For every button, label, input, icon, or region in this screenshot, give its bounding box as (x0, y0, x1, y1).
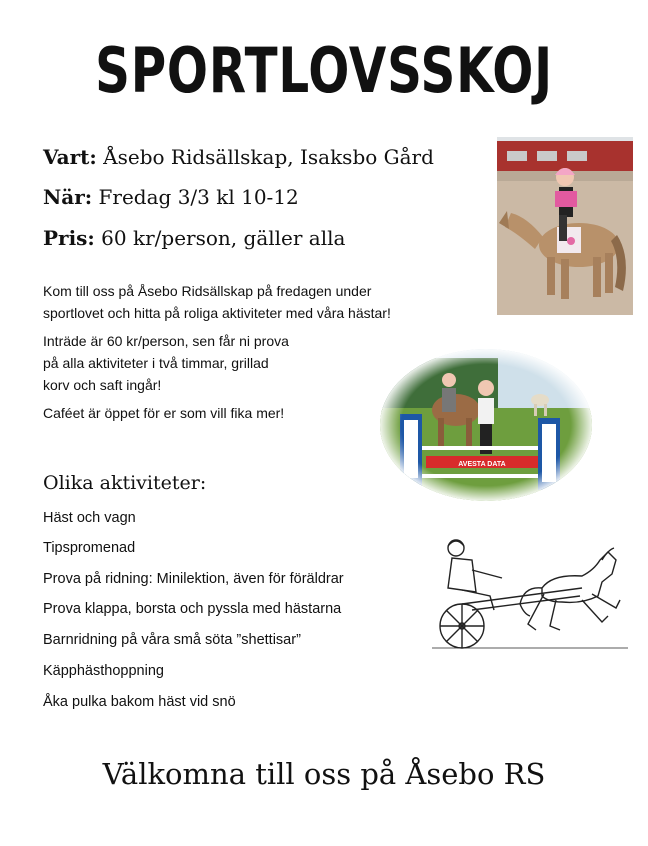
entry-line: på alla aktiviteter i två timmar, grillad (43, 355, 269, 371)
info-where (43, 145, 434, 169)
activities-heading: Olika aktiviteter: (43, 472, 207, 494)
intro-line: Kom till oss på Åsebo Ridsällskap på fredagen under (43, 283, 372, 299)
activity-item: Häst och vagn (43, 510, 136, 526)
entry-line: Inträde är 60 kr/person, sen får ni prova (43, 333, 289, 349)
activity-item: Tipspromenad (43, 540, 136, 556)
activity-item: Prova klappa, borsta och pyssla med hästarna (43, 601, 342, 617)
activity-item: Prova på ridning: Minilektion, även för föräldrar (43, 571, 344, 587)
when-label: När: (43, 185, 93, 209)
intro-paragraph (43, 280, 391, 324)
when-value: Fredag 3/3 kl 10-12 (92, 185, 299, 209)
activity-item: Åka pulka bakom häst vid snö (43, 694, 236, 710)
activity-item: Barnridning på våra små söta ”shettisar” (43, 632, 301, 648)
where-label: Vart: (43, 145, 97, 169)
pony-riding-image (497, 137, 633, 315)
horse-sulky-icon (432, 530, 628, 656)
info-price (43, 226, 345, 250)
price-label: Pris: (43, 226, 95, 250)
cafe-paragraph: Caféet är öppet för er som vill fika mer! (43, 405, 285, 421)
jump-photo (378, 348, 594, 503)
entry-paragraph (43, 330, 289, 396)
activity-item: Käpphästhoppning (43, 663, 164, 679)
info-when (43, 185, 299, 209)
jump-image (378, 348, 594, 503)
pony-riding-photo (497, 137, 633, 315)
sulky-drawing (432, 530, 628, 656)
welcome-message: Välkomna till oss på Åsebo RS (102, 757, 546, 791)
entry-line: korv och saft ingår! (43, 377, 162, 393)
where-value: Åsebo Ridsällskap, Isaksbo Gård (96, 145, 434, 169)
poster-title: SPORTLOVSSKOJ (95, 34, 553, 107)
price-value: 60 kr/person, gäller alla (94, 226, 346, 250)
intro-line: sportlovet och hitta på roliga aktiviteter med våra hästar! (43, 305, 391, 321)
